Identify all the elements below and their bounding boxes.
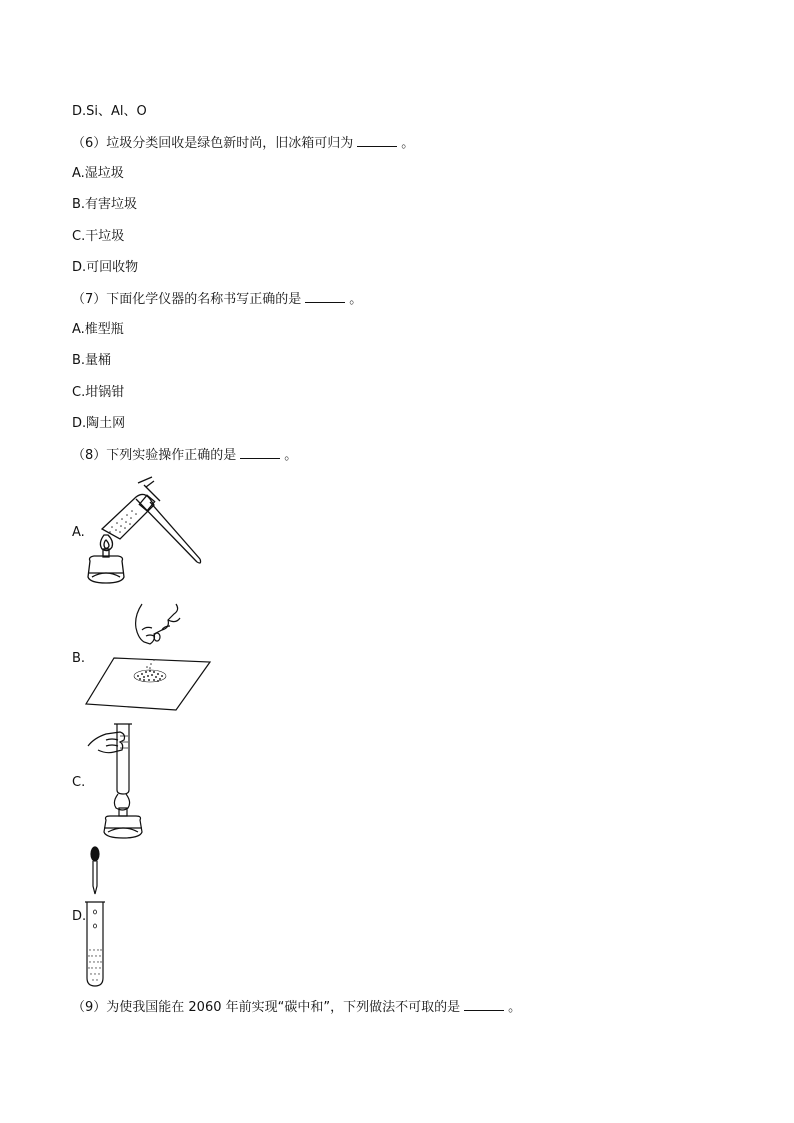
- option-c: C.干垃圾: [72, 229, 125, 244]
- option-a: A.椎型瓶: [72, 322, 124, 337]
- answer-blank[interactable]: [357, 134, 397, 147]
- question-end: 。: [401, 136, 415, 151]
- question-text: （6）垃圾分类回收是绿色新时尚，旧冰箱可归为: [72, 136, 354, 151]
- answer-blank[interactable]: [305, 290, 345, 303]
- dropper-test-tube-illustration: [84, 846, 108, 988]
- question-7: [72, 290, 362, 309]
- answer-blank[interactable]: [240, 446, 280, 459]
- question-end: 。: [349, 292, 363, 307]
- question-text: （8）下列实验操作正确的是: [72, 448, 237, 463]
- option-a: A.湿垃圾: [72, 166, 124, 181]
- option-b-label: B.: [72, 651, 86, 666]
- option-d-label: D.: [72, 909, 87, 924]
- question-6: [72, 134, 414, 153]
- option-c-label: C.: [72, 775, 86, 790]
- option-b: B.有害垃圾: [72, 197, 138, 212]
- cylinder-heating-illustration: [84, 720, 164, 842]
- option-d: D.陶土网: [72, 416, 126, 431]
- question-end: 。: [284, 448, 298, 463]
- question-text: （7）下面化学仪器的名称书写正确的是: [72, 292, 302, 307]
- answer-blank[interactable]: [464, 998, 504, 1011]
- hand-powder-illustration: [84, 600, 214, 712]
- question-8: [72, 446, 297, 465]
- option-line: D.Si、Al、O: [72, 104, 147, 119]
- question-end: 。: [508, 1000, 522, 1015]
- option-c: C.坩锅钳: [72, 385, 125, 400]
- option-d: D.可回收物: [72, 260, 139, 275]
- option-b: B.量桶: [72, 353, 112, 368]
- question-text: （9）为使我国能在 2060 年前实现“碳中和”，下列做法不可取的是: [72, 1000, 461, 1015]
- option-a-label: A.: [72, 525, 85, 540]
- question-9: [72, 998, 521, 1017]
- heating-test-tube-illustration: [84, 477, 214, 592]
